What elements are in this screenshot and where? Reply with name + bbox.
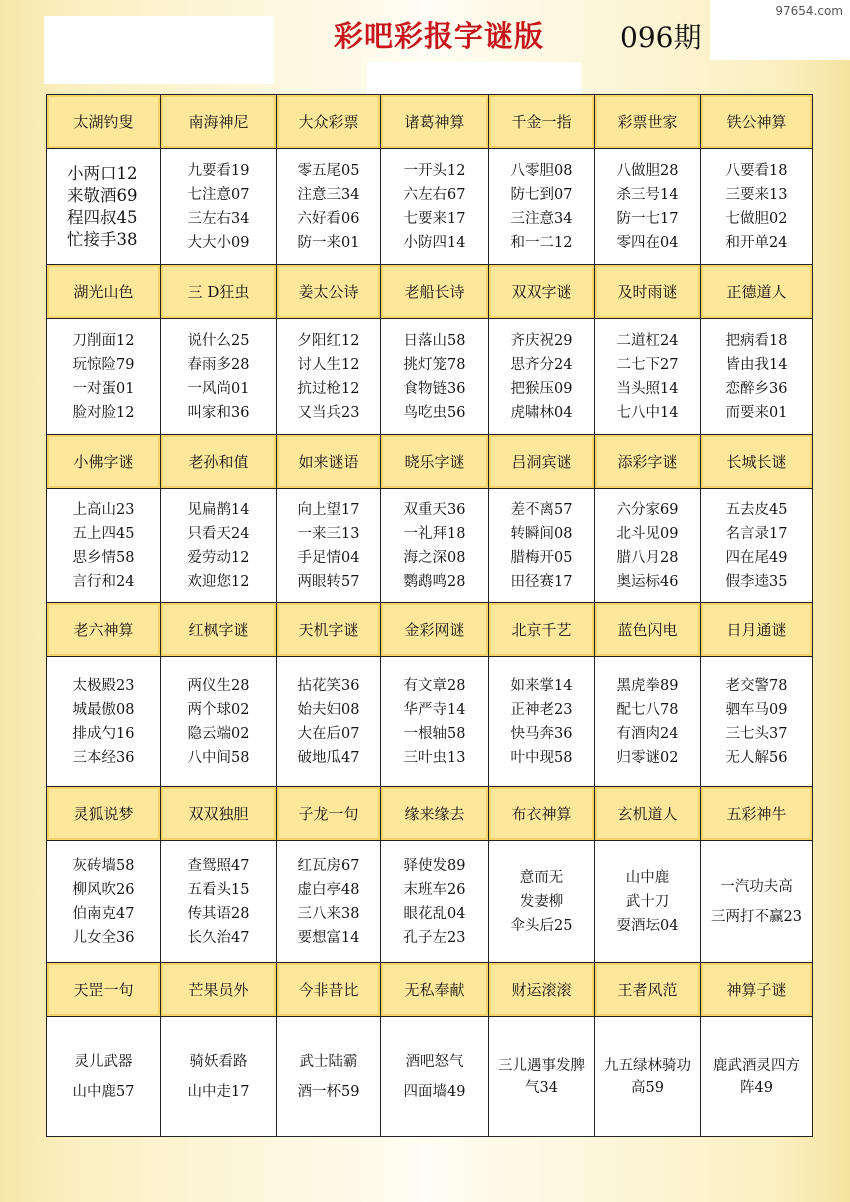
clue-line: 如来掌14 xyxy=(510,677,573,694)
clue-cell xyxy=(489,1017,595,1137)
clue-cell xyxy=(489,657,595,787)
column-header: 三 D狂虫 xyxy=(161,265,277,319)
clue-line: 山中鹿57 xyxy=(72,1083,135,1100)
clue-line: 日落山58 xyxy=(403,332,466,349)
clue-line: 腊八月28 xyxy=(616,549,679,566)
clue-row xyxy=(47,1017,813,1137)
clue-line: 三两打不赢23 xyxy=(711,908,802,925)
clue-line: 假李逵35 xyxy=(725,573,788,590)
clue-cell xyxy=(277,489,381,603)
column-header: 芒果员外 xyxy=(161,963,277,1017)
site-watermark: 97654.com xyxy=(772,3,846,19)
clue-line: 酒一杯59 xyxy=(297,1083,360,1100)
clue-line: 驷车马09 xyxy=(725,701,788,718)
clue-line: 又当兵23 xyxy=(297,404,360,421)
column-header: 双双独胆 xyxy=(161,787,277,841)
clue-line: 鹦鹉鸣28 xyxy=(403,573,466,590)
clue-line: 挑灯笼78 xyxy=(403,356,466,373)
clue-line: 六分家69 xyxy=(616,501,679,518)
clue-line: 杀三号14 xyxy=(616,186,679,203)
clue-line: 只看天24 xyxy=(187,525,250,542)
column-header: 吕洞宾谜 xyxy=(489,435,595,489)
clue-line: 防七到07 xyxy=(510,186,573,203)
clue-line: 快马奔36 xyxy=(510,725,573,742)
clue-line: 皆由我14 xyxy=(725,356,788,373)
clue-line: 一根轴58 xyxy=(403,725,466,742)
clue-line: 隐云端02 xyxy=(187,725,250,742)
header-row xyxy=(47,435,813,489)
clue-line: 儿女全36 xyxy=(72,929,135,946)
column-header: 玄机道人 xyxy=(595,787,701,841)
clue-line: 程四叔45 xyxy=(67,207,138,227)
clue-line: 三八来38 xyxy=(297,905,360,922)
column-header: 及时雨谜 xyxy=(595,265,701,319)
clue-cell xyxy=(47,319,161,435)
clue-cell xyxy=(161,319,277,435)
clue-cell xyxy=(47,841,161,963)
clue-line: 配七八78 xyxy=(616,701,679,718)
column-header: 老船长诗 xyxy=(381,265,489,319)
clue-line: 七要来17 xyxy=(403,210,466,227)
clue-cell xyxy=(701,657,813,787)
clue-line: 城最傲08 xyxy=(72,701,135,718)
clue-cell xyxy=(47,657,161,787)
clue-line: 奥运标46 xyxy=(616,573,679,590)
column-header: 彩票世家 xyxy=(595,95,701,149)
clue-line: 齐庆祝29 xyxy=(510,332,573,349)
clue-cell xyxy=(595,841,701,963)
clue-line: 华严寺14 xyxy=(403,701,466,718)
clue-cell xyxy=(595,489,701,603)
clue-cell xyxy=(701,1017,813,1137)
clue-line: 海之深08 xyxy=(403,549,466,566)
clue-cell xyxy=(47,489,161,603)
clue-cell xyxy=(381,319,489,435)
clue-cell xyxy=(701,841,813,963)
column-header: 晓乐字谜 xyxy=(381,435,489,489)
clue-line: 太极殿23 xyxy=(72,677,135,694)
clue-line: 有文章28 xyxy=(403,677,466,694)
clue-row xyxy=(47,319,813,435)
clue-cell xyxy=(489,841,595,963)
clue-line: 归零谜02 xyxy=(616,749,679,766)
clue-line: 思乡情58 xyxy=(72,549,135,566)
column-header: 金彩网谜 xyxy=(381,603,489,657)
clue-line: 八零胆08 xyxy=(510,162,573,179)
column-header: 老孙和值 xyxy=(161,435,277,489)
clue-line: 八要看18 xyxy=(725,162,788,179)
column-header: 今非昔比 xyxy=(277,963,381,1017)
clue-cell xyxy=(277,149,381,265)
clue-line: 脸对脸12 xyxy=(72,404,135,421)
clue-line: 小两口12 xyxy=(67,163,138,183)
clue-cell xyxy=(595,657,701,787)
clue-cell xyxy=(277,319,381,435)
clue-line: 眼花乱04 xyxy=(403,905,466,922)
clue-line: 灵儿武器 xyxy=(74,1053,133,1070)
clue-line: 八中间58 xyxy=(187,749,250,766)
clue-line: 九要看19 xyxy=(187,162,250,179)
clue-line: 一礼拜18 xyxy=(403,525,466,542)
clue-line: 伯南克47 xyxy=(72,905,135,922)
clue-line: 防一七17 xyxy=(616,210,679,227)
column-header: 姜太公诗 xyxy=(277,265,381,319)
clue-line: 山中走17 xyxy=(187,1083,250,1100)
clue-line: 七注意07 xyxy=(187,186,250,203)
clue-line: 当头照14 xyxy=(616,380,679,397)
clue-line: 意而无 xyxy=(519,869,564,886)
clue-row xyxy=(47,841,813,963)
column-header: 神算子谜 xyxy=(701,963,813,1017)
clue-line: 防一来01 xyxy=(297,234,360,251)
clue-line: 一开头12 xyxy=(403,162,466,179)
clue-line: 忙接手38 xyxy=(67,229,138,249)
clue-line: 欢迎您12 xyxy=(187,573,250,590)
clue-line: 夕阳红12 xyxy=(297,332,360,349)
column-header: 小佛字谜 xyxy=(47,435,161,489)
clue-cell xyxy=(277,1017,381,1137)
clue-line: 伞头后25 xyxy=(510,917,573,934)
clue-line: 鸟吃虫56 xyxy=(403,404,466,421)
clue-cell xyxy=(489,149,595,265)
clue-line: 三注意34 xyxy=(510,210,573,227)
clue-cell xyxy=(47,1017,161,1137)
clue-cell xyxy=(381,1017,489,1137)
clue-line: 七八中14 xyxy=(616,404,679,421)
riddle-grid xyxy=(46,94,813,1137)
column-header: 五彩神牛 xyxy=(701,787,813,841)
clue-line: 老交警78 xyxy=(725,677,788,694)
clue-line: 五去皮45 xyxy=(725,501,788,518)
clue-line: 排成勺16 xyxy=(72,725,135,742)
clue-line: 向上望17 xyxy=(297,501,360,518)
clue-line: 手足情04 xyxy=(297,549,360,566)
clue-line: 抗过枪12 xyxy=(297,380,360,397)
clue-line: 始夫妇08 xyxy=(297,701,360,718)
clue-line: 零四在04 xyxy=(616,234,679,251)
clue-line: 二道杠24 xyxy=(616,332,679,349)
clue-line: 武十刀 xyxy=(625,893,670,910)
clue-line: 言行和24 xyxy=(72,573,135,590)
column-header: 铁公神算 xyxy=(701,95,813,149)
clue-line: 一风尚01 xyxy=(187,380,250,397)
column-header: 布衣神算 xyxy=(489,787,595,841)
page-title: 彩吧彩报字谜版 xyxy=(334,19,545,53)
clue-line: 叫家和36 xyxy=(187,404,250,421)
clue-line: 两仪生28 xyxy=(187,677,250,694)
clue-line: 玩惊险79 xyxy=(72,356,135,373)
clue-line: 柳风吹26 xyxy=(72,881,135,898)
column-header: 蓝色闪电 xyxy=(595,603,701,657)
column-header: 无私奉献 xyxy=(381,963,489,1017)
clue-line: 灰砖墙58 xyxy=(72,857,135,874)
column-header: 北京千艺 xyxy=(489,603,595,657)
clue-cell xyxy=(277,841,381,963)
clue-line: 上高山23 xyxy=(72,501,135,518)
column-header: 财运滚滚 xyxy=(489,963,595,1017)
clue-line: 长久治47 xyxy=(187,929,250,946)
column-header: 千金一指 xyxy=(489,95,595,149)
clue-line: 名言录17 xyxy=(725,525,788,542)
clue-line: 要想富14 xyxy=(297,929,360,946)
clue-line: 讨人生12 xyxy=(297,356,360,373)
clue-line: 北斗见09 xyxy=(616,525,679,542)
clue-line: 小防四14 xyxy=(403,234,466,251)
clue-line: 转瞬间08 xyxy=(510,525,573,542)
clue-line: 虎啸林04 xyxy=(510,404,573,421)
clue-line: 大在后07 xyxy=(297,725,360,742)
clue-line: 刀削面12 xyxy=(72,332,135,349)
clue-line: 一来三13 xyxy=(297,525,360,542)
clue-line: 传其语28 xyxy=(187,905,250,922)
clue-cell xyxy=(381,841,489,963)
column-header: 日月通谜 xyxy=(701,603,813,657)
clue-cell xyxy=(47,149,161,265)
clue-line: 骑妖看路 xyxy=(189,1053,248,1070)
clue-cell xyxy=(161,657,277,787)
clue-line: 发妻柳 xyxy=(519,893,564,910)
clue-line: 注意三34 xyxy=(297,186,360,203)
header-row xyxy=(47,265,813,319)
column-header: 添彩字谜 xyxy=(595,435,701,489)
clue-cell xyxy=(277,657,381,787)
column-header: 如来谜语 xyxy=(277,435,381,489)
clue-line: 二七下27 xyxy=(616,356,679,373)
column-header: 子龙一句 xyxy=(277,787,381,841)
clue-line: 而要来01 xyxy=(725,404,788,421)
clue-line: 八做胆28 xyxy=(616,162,679,179)
column-header: 老六神算 xyxy=(47,603,161,657)
column-header: 长城长谜 xyxy=(701,435,813,489)
clue-line: 把猴压09 xyxy=(510,380,573,397)
clue-cell xyxy=(381,149,489,265)
clue-cell xyxy=(595,149,701,265)
clue-line: 有酒肉24 xyxy=(616,725,679,742)
clue-row xyxy=(47,657,813,787)
clue-line: 六左右67 xyxy=(403,186,466,203)
column-header: 王者风范 xyxy=(595,963,701,1017)
clue-line: 查鸳照47 xyxy=(187,857,250,874)
clue-cell xyxy=(595,319,701,435)
clue-line: 拈花笑36 xyxy=(297,677,360,694)
clue-line: 两眼转57 xyxy=(297,573,360,590)
clue-line: 黑虎拳89 xyxy=(616,677,679,694)
clue-line: 驿使发89 xyxy=(403,857,466,874)
clue-line: 恋醉乡36 xyxy=(725,380,788,397)
header-row xyxy=(47,787,813,841)
clue-line: 耍酒坛04 xyxy=(616,917,679,934)
column-header: 红枫字谜 xyxy=(161,603,277,657)
clue-cell xyxy=(381,489,489,603)
clue-cell xyxy=(701,319,813,435)
clue-line: 思齐分24 xyxy=(510,356,573,373)
clue-line: 红瓦房67 xyxy=(297,857,360,874)
clue-line: 三叶虫13 xyxy=(403,749,466,766)
clue-line: 两个球02 xyxy=(187,701,250,718)
clue-cell xyxy=(161,1017,277,1137)
clue-line: 零五尾05 xyxy=(297,162,360,179)
clue-line: 田径赛17 xyxy=(510,573,573,590)
clue-line: 大大小09 xyxy=(187,234,250,251)
clue-line: 九五绿林骑功高59 xyxy=(604,1057,691,1096)
header-row xyxy=(47,963,813,1017)
clue-line: 和一二12 xyxy=(510,234,573,251)
clue-line: 双重天36 xyxy=(403,501,466,518)
column-header: 双双字谜 xyxy=(489,265,595,319)
column-header: 天机字谜 xyxy=(277,603,381,657)
column-header: 灵狐说梦 xyxy=(47,787,161,841)
column-header: 湖光山色 xyxy=(47,265,161,319)
clue-line: 春雨多28 xyxy=(187,356,250,373)
clue-line: 四面墙49 xyxy=(403,1083,466,1100)
clue-line: 酒吧怒气 xyxy=(405,1053,464,1070)
clue-cell xyxy=(161,149,277,265)
clue-line: 三儿遇事发脾气34 xyxy=(498,1057,585,1096)
clue-line: 腊梅开05 xyxy=(510,549,573,566)
column-header: 诸葛神算 xyxy=(381,95,489,149)
column-header: 南海神尼 xyxy=(161,95,277,149)
column-header: 天罡一句 xyxy=(47,963,161,1017)
top-left-blank xyxy=(44,16,274,84)
clue-cell xyxy=(701,489,813,603)
clue-line: 一汽功夫高 xyxy=(720,878,793,895)
clue-line: 五看头15 xyxy=(187,881,250,898)
clue-line: 一对蛋01 xyxy=(72,380,135,397)
clue-cell xyxy=(161,489,277,603)
issue-number: 096期 xyxy=(620,21,702,54)
clue-line: 三左右34 xyxy=(187,210,250,227)
clue-line: 虚白亭48 xyxy=(297,881,360,898)
clue-line: 七做胆02 xyxy=(725,210,788,227)
clue-line: 末班车26 xyxy=(403,881,466,898)
clue-line: 五上四45 xyxy=(72,525,135,542)
clue-cell xyxy=(489,319,595,435)
clue-line: 三七头37 xyxy=(725,725,788,742)
header-row xyxy=(47,603,813,657)
clue-line: 山中鹿 xyxy=(625,869,670,886)
clue-row xyxy=(47,489,813,603)
clue-line: 四在尾49 xyxy=(725,549,788,566)
column-header: 大众彩票 xyxy=(277,95,381,149)
column-header: 正德道人 xyxy=(701,265,813,319)
clue-line: 把病看18 xyxy=(725,332,788,349)
clue-line: 见扁鹊14 xyxy=(187,501,250,518)
clue-line: 差不离57 xyxy=(510,501,573,518)
header-row xyxy=(47,95,813,149)
clue-line: 六好看06 xyxy=(297,210,360,227)
clue-row xyxy=(47,149,813,265)
clue-line: 三本经36 xyxy=(72,749,135,766)
clue-cell xyxy=(489,489,595,603)
clue-line: 和开单24 xyxy=(725,234,788,251)
clue-line: 来敬酒69 xyxy=(67,185,138,205)
clue-cell xyxy=(381,657,489,787)
clue-line: 破地瓜47 xyxy=(297,749,360,766)
clue-line: 说什么25 xyxy=(187,332,250,349)
column-header: 太湖钓叟 xyxy=(47,95,161,149)
clue-line: 无人解56 xyxy=(725,749,788,766)
clue-cell xyxy=(595,1017,701,1137)
clue-line: 叶中现58 xyxy=(510,749,573,766)
clue-line: 武士陆霸 xyxy=(299,1053,358,1070)
clue-line: 正神老23 xyxy=(510,701,573,718)
clue-line: 三要来13 xyxy=(725,186,788,203)
clue-cell xyxy=(701,149,813,265)
clue-line: 孔子左23 xyxy=(403,929,466,946)
clue-cell xyxy=(161,841,277,963)
column-header: 缘来缘去 xyxy=(381,787,489,841)
clue-line: 食物链36 xyxy=(403,380,466,397)
clue-line: 爱劳动12 xyxy=(187,549,250,566)
clue-line: 鹿武酒灵四方阵49 xyxy=(713,1057,800,1096)
